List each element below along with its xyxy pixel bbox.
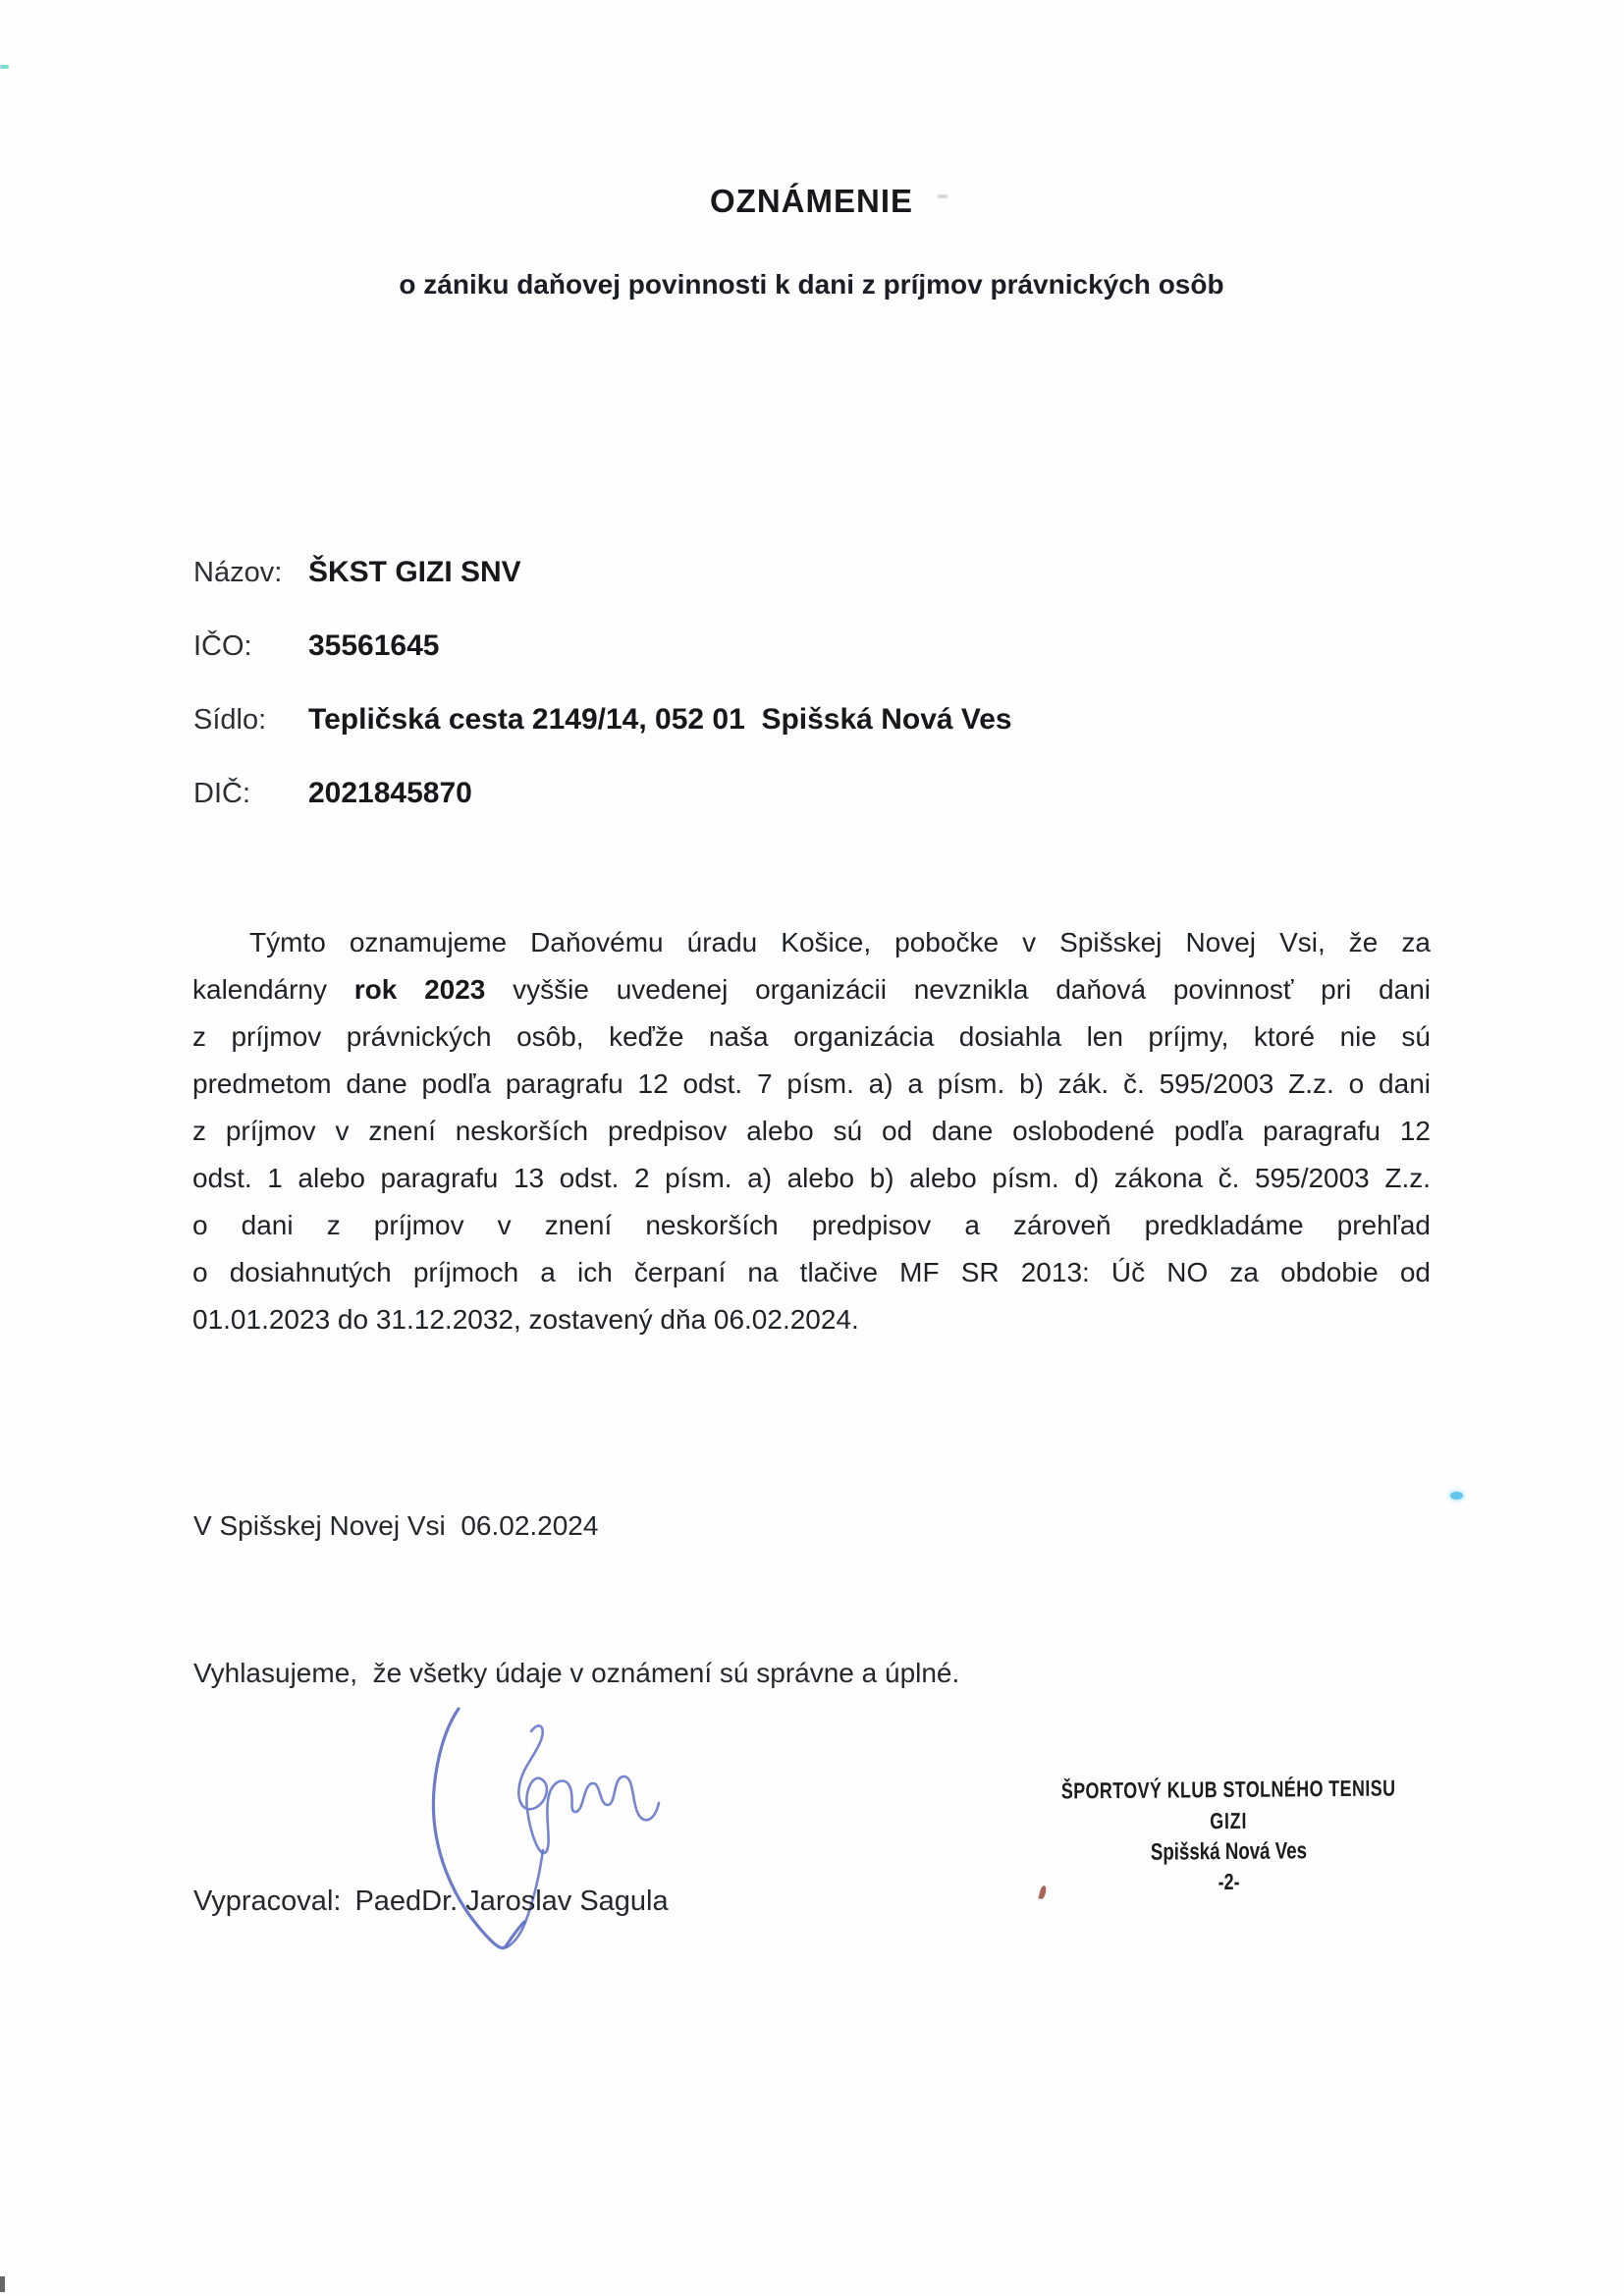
field-value-nazov: ŠKST GIZI SNV — [308, 556, 521, 588]
scan-artifact-red-tick — [1038, 1885, 1047, 1899]
page-title: OZNÁMENIE — [710, 183, 913, 219]
stamp-line-club-name: ŠPORTOVÝ KLUB STOLNÉHO TENISU — [1060, 1775, 1396, 1804]
body-line-2-post: vyššie uvedenej organizácii nevznikla daňová povinnosť pri dani — [485, 974, 1431, 1005]
field-label-sidlo: Sídlo: — [193, 704, 267, 736]
field-value-sidlo: Tepličská cesta 2149/14, 052 01 Spišská Nová Ves — [308, 703, 1012, 736]
body-paragraph — [192, 919, 1431, 1343]
field-dic — [193, 777, 472, 810]
organization-stamp — [1053, 1772, 1405, 1897]
signature-ink — [388, 1691, 702, 1976]
body-line-2 — [192, 966, 1431, 1013]
field-value-ico: 35561645 — [308, 629, 440, 662]
body-line-2-bold: rok 2023 — [353, 974, 486, 1005]
body-line-4: predmetom dane podľa paragrafu 12 odst. 7 písm. a) a písm. b) zák. č. 595/2003 Z.z. o dani — [192, 1068, 1431, 1099]
body-line-3: z príjmov právnických osôb, keďže naša organizácia dosiahla len príjmy, ktoré nie sú — [192, 1021, 1431, 1052]
prepared-by-name: PaedDr. Jaroslav Sagula — [354, 1886, 669, 1917]
scan-artifact-cyan-dot — [1450, 1492, 1463, 1500]
body-line-1: Týmto oznamujeme Daňovému úradu Košice, pobočke v Spišskej Novej Vsi, že za — [249, 927, 1431, 957]
body-line-5: z príjmov v znení neskorších predpisov alebo sú od dane oslobodené podľa paragrafu 12 — [192, 1116, 1431, 1146]
page-subtitle: o zániku daňovej povinnosti k dani z príjmov právnických osôb — [399, 269, 1224, 300]
stamp-line-number: -2- — [1218, 1868, 1240, 1895]
body-line-8: o dosiahnutých príjmoch a ich čerpaní na tlačive MF SR 2013: Úč NO za obdobie od — [192, 1257, 1431, 1287]
field-label-dic: DIČ: — [193, 778, 250, 809]
scan-artifact-teal-dash — [0, 65, 9, 69]
body-line-6: odst. 1 alebo paragrafu 13 odst. 2 písm. a) alebo b) alebo písm. d) zákona č. 595/2003 Z.z. — [192, 1163, 1431, 1193]
field-label-nazov: Názov: — [193, 557, 283, 588]
field-label-ico: IČO: — [193, 630, 252, 662]
field-nazov — [193, 556, 521, 589]
declaration-line: Vyhlasujeme, že všetky údaje v oznámení sú správne a úplné. — [193, 1658, 960, 1688]
signature-scribble-stroke — [518, 1725, 659, 1853]
field-ico — [193, 629, 439, 663]
prepared-by-line — [193, 1886, 669, 1918]
body-line-7: o dani z príjmov v znení neskorších predpisov a zároveň predkladáme prehľad — [192, 1210, 1431, 1240]
stamp-line-city: Spišská Nová Ves — [1150, 1837, 1308, 1866]
stamp-line-gizi: GIZI — [1210, 1807, 1248, 1834]
body-line-9: 01.01.2023 do 31.12.2032, zostavený dňa 06.02.2024. — [192, 1304, 859, 1335]
body-line-2-pre: kalendárny — [192, 974, 354, 1005]
scan-artifact-corner-mark — [0, 2276, 5, 2292]
field-value-dic: 2021845870 — [308, 777, 472, 809]
place-date-line: V Spišskej Novej Vsi 06.02.2024 — [193, 1510, 599, 1541]
prepared-by-label: Vypracoval: — [193, 1886, 342, 1917]
field-sidlo — [193, 703, 1012, 737]
